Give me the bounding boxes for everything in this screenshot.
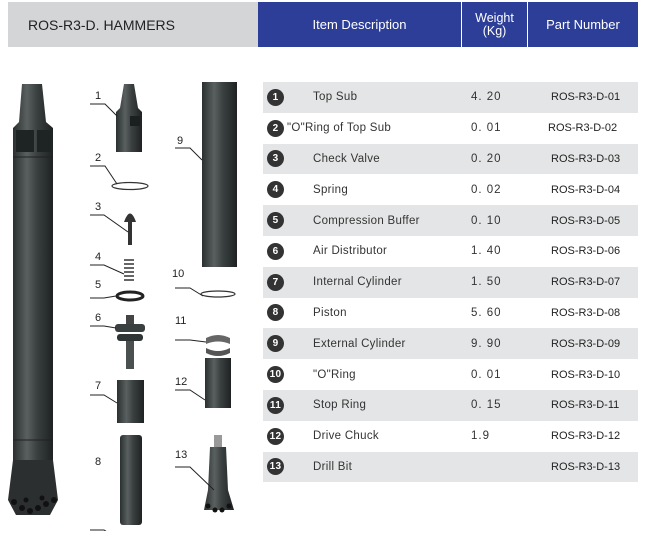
item-number-badge: 1	[267, 89, 284, 106]
item-number-badge: 8	[267, 304, 284, 321]
callout-13: 13	[175, 449, 188, 461]
item-number-badge: 3	[267, 150, 284, 167]
item-part-number: ROS-R3-D-05	[551, 214, 621, 227]
item-part-number: ROS-R3-D-04	[551, 183, 621, 196]
item-number-badge: 5	[267, 212, 284, 229]
callout-1: 1	[95, 90, 102, 102]
item-description: Stop Ring	[313, 399, 367, 412]
hammer-exploded-illustration	[0, 60, 258, 531]
item-weight: 0. 01	[471, 368, 502, 381]
item-number-badge: 13	[267, 458, 284, 475]
item-description: Check Valve	[313, 152, 381, 165]
weight-header-line1: Weight	[475, 10, 514, 25]
table-row	[263, 359, 638, 390]
item-description: "O"Ring of Top Sub	[287, 122, 392, 135]
table-row	[263, 82, 638, 113]
item-description: Top Sub	[313, 91, 358, 104]
parts-table	[263, 82, 638, 482]
item-number-badge: 6	[267, 243, 284, 260]
table-row	[263, 236, 638, 267]
callout-7: 7	[95, 380, 102, 392]
item-part-number: ROS-R3-D-02	[548, 122, 618, 135]
callout-9: 9	[177, 135, 184, 147]
item-number-badge: 7	[267, 274, 284, 291]
item-weight: 1.9	[471, 430, 490, 443]
table-row	[263, 144, 638, 175]
item-description: Internal Cylinder	[313, 276, 402, 289]
item-part-number: ROS-R3-D-07	[551, 276, 621, 289]
item-part-number: ROS-R3-D-12	[551, 430, 621, 443]
item-weight: 0. 10	[471, 214, 502, 227]
item-number-badge: 2	[267, 120, 284, 137]
item-number-badge: 10	[267, 366, 284, 383]
callout-6: 6	[95, 312, 102, 324]
table-row	[263, 298, 638, 329]
item-weight: 1. 40	[471, 245, 502, 258]
callout-5: 5	[95, 279, 102, 291]
weight-header-line2: (Kg)	[482, 23, 507, 38]
table-row	[263, 421, 638, 452]
item-part-number: ROS-R3-D-06	[551, 245, 621, 258]
item-weight: 0. 01	[471, 122, 502, 135]
item-description: External Cylinder	[313, 337, 406, 350]
callout-12: 12	[175, 376, 188, 388]
table-row	[263, 113, 638, 144]
callout-10: 10	[172, 268, 185, 280]
item-description: Drill Bit	[313, 460, 353, 473]
item-description: "O"Ring	[313, 368, 356, 381]
callout-4: 4	[95, 251, 102, 263]
item-number-badge: 12	[267, 428, 284, 445]
item-weight: 0. 02	[471, 183, 502, 196]
item-number-badge: 4	[267, 181, 284, 198]
hammer-drawing	[0, 60, 258, 531]
item-weight: 9. 90	[471, 337, 502, 350]
callout-3: 3	[95, 201, 102, 213]
item-description: Drive Chuck	[313, 430, 379, 443]
column-header-description: Item Description	[258, 2, 461, 47]
table-row	[263, 174, 638, 205]
item-part-number: ROS-R3-D-01	[551, 91, 621, 104]
table-row	[263, 205, 638, 236]
item-part-number: ROS-R3-D-11	[551, 399, 620, 412]
item-description: Spring	[313, 183, 349, 196]
callout-8: 8	[95, 456, 102, 468]
item-number-badge: 11	[267, 397, 284, 414]
callout-2: 2	[95, 152, 102, 164]
table-row	[263, 452, 638, 483]
item-number-badge: 9	[267, 335, 284, 352]
item-part-number: ROS-R3-D-09	[551, 337, 621, 350]
item-weight: 5. 60	[471, 306, 502, 319]
table-row	[263, 328, 638, 359]
item-part-number: ROS-R3-D-13	[551, 460, 621, 473]
column-header-part-number: Part Number	[528, 2, 638, 47]
page-title: ROS-R3-D. HAMMERS	[8, 2, 258, 47]
item-weight: 1. 50	[471, 276, 502, 289]
item-weight: 0. 15	[471, 399, 502, 412]
item-description: Air Distributor	[313, 245, 388, 258]
item-part-number: ROS-R3-D-08	[551, 306, 621, 319]
callout-11: 11	[175, 315, 187, 327]
item-part-number: ROS-R3-D-03	[551, 152, 621, 165]
item-weight: 0. 20	[471, 152, 502, 165]
column-header-weight	[462, 2, 527, 47]
item-description: Piston	[313, 306, 347, 319]
item-part-number: ROS-R3-D-10	[551, 368, 621, 381]
table-row	[263, 267, 638, 298]
item-description: Compression Buffer	[313, 214, 420, 227]
table-row	[263, 390, 638, 421]
item-weight: 4. 20	[471, 91, 502, 104]
